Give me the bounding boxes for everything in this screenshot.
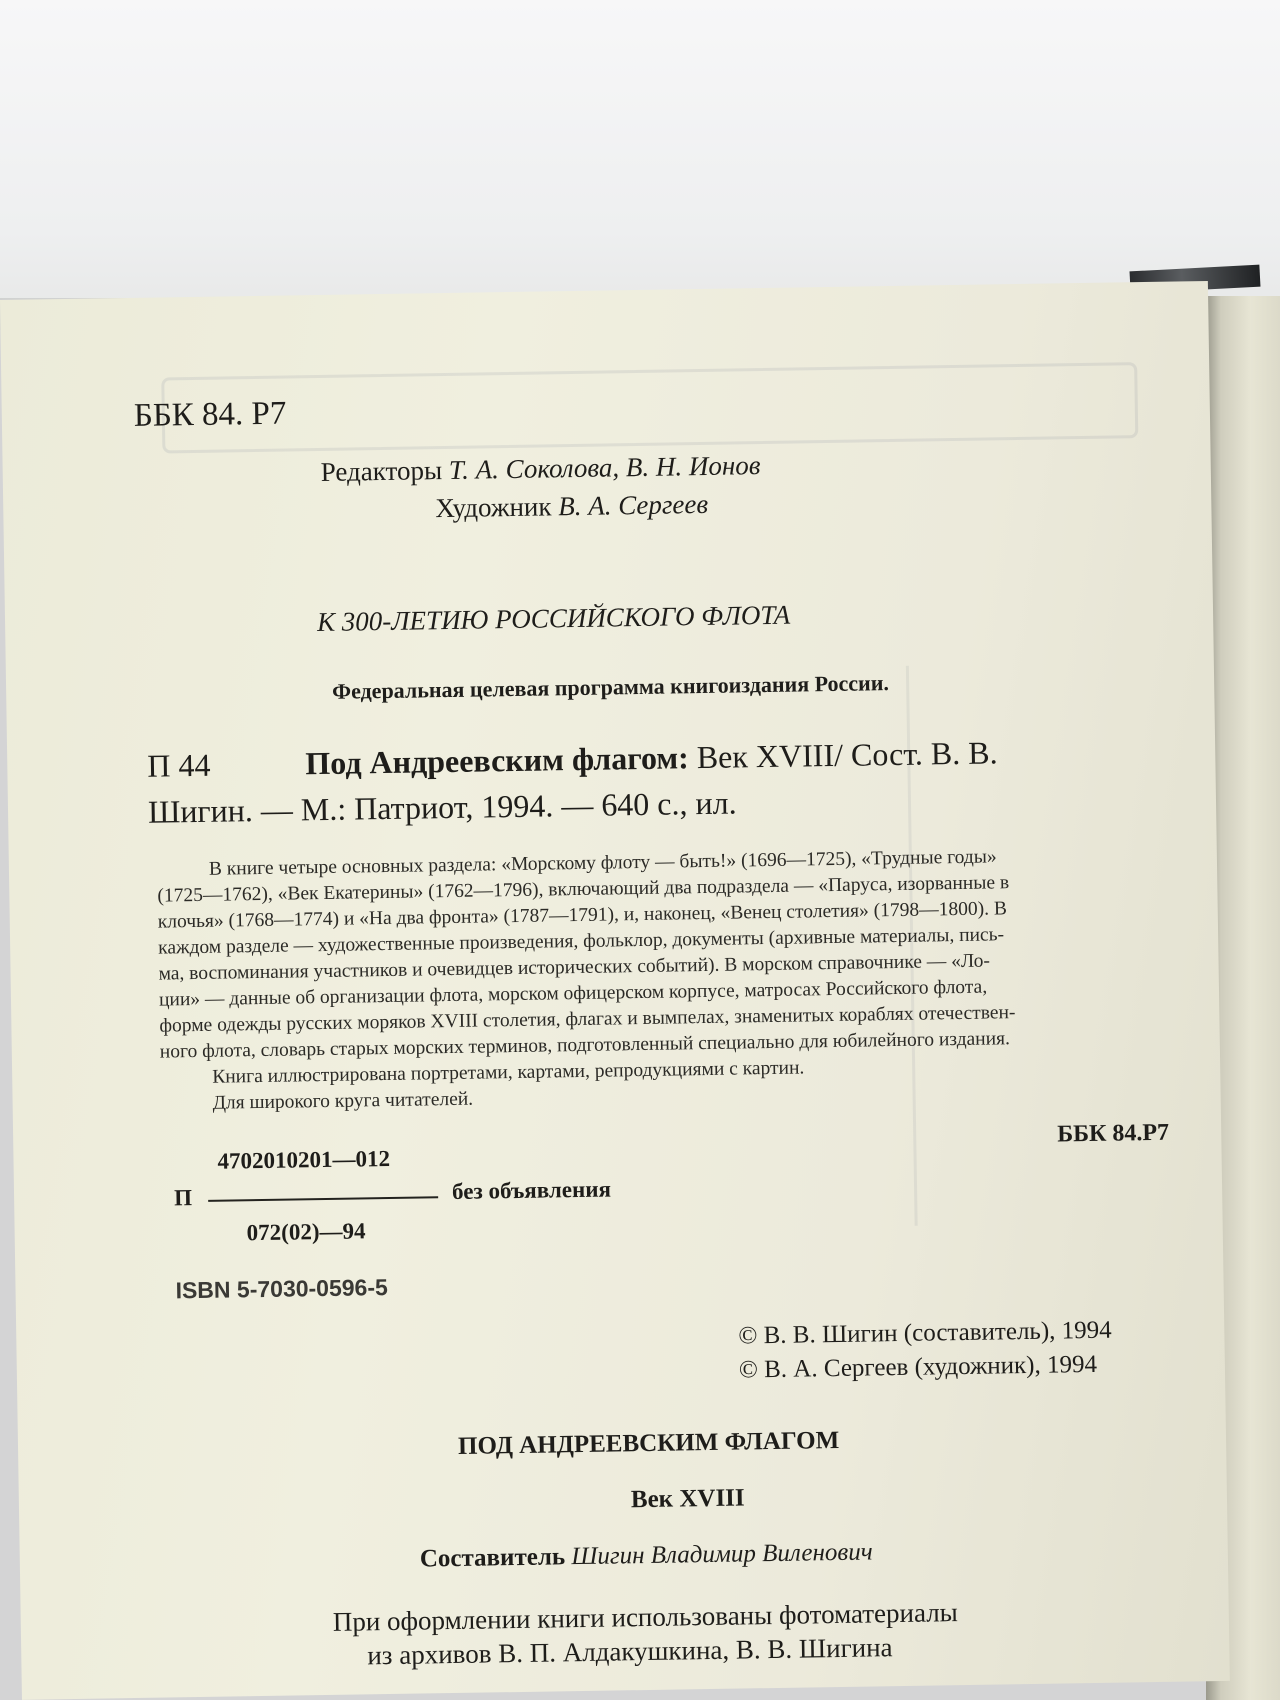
catalog-title: Под Андреевским флагом:	[305, 739, 690, 782]
index-letter: П	[173, 1185, 193, 1211]
copyright-line: © В. В. Шигин (составитель), 1994	[738, 1316, 1112, 1350]
photo-note-text: из архивов В. П. Алдакушкина, В. В. Шигина	[367, 1632, 893, 1671]
annotation-line: ного флота, словарь старых морских терминов, подготовленный специально для юбилейного издания.	[159, 1028, 1011, 1063]
index-numerator: 4702010201—012	[217, 1145, 391, 1174]
catalog-code: П 44	[147, 746, 211, 784]
editors-line	[321, 450, 761, 488]
artist-name: В. А. Сергеев	[557, 488, 709, 522]
annotation-block	[157, 844, 1017, 1117]
index-denominator: 072(02)—94	[246, 1218, 366, 1246]
photo-note-line: При оформлении книги использованы фотоматериалы	[332, 1597, 959, 1637]
anniversary-heading: К 300-ЛЕТИЮ РОССИЙСКОГО ФЛОТА	[316, 599, 791, 638]
book-page	[0, 281, 1230, 1700]
isbn: ISBN 5-7030-0596-5	[175, 1274, 388, 1304]
annotation-line: каждом разделе — художественные произведения, фольклор, документы (архивные материалы, пись-	[158, 924, 1005, 959]
annotation-line: (1725—1762), «Век Екатерины» (1762—1796), включающий два подраздела — «Паруса, изорванные в	[157, 872, 1010, 907]
index-fraction-bar	[208, 1196, 438, 1202]
table-background	[0, 0, 1280, 330]
annotation-line: ма, воспоминания участников и очевидцев исторических событий). В морском справочнике — «Ло-	[158, 950, 991, 985]
editors-label: Редакторы	[320, 455, 443, 487]
editors-names: Т. А. Соколова, В. Н. Ионов	[448, 450, 761, 485]
show-through-emblem	[161, 362, 1138, 453]
annotation-line: В книге четыре основных раздела: «Морскому флоту — быть!» (1696—1725), «Трудные годы»	[208, 846, 997, 880]
artist-line	[435, 489, 708, 524]
catalog-line-1	[147, 734, 998, 784]
annotation-line: клочья» (1768—1774) и «На два фронта» (1787—1791), и, наконец, «Венец столетия» (1798—1800). В	[157, 898, 1008, 933]
bbk-code-top: ББК 84. Р7	[133, 395, 287, 434]
photo-note-line	[367, 1632, 893, 1671]
catalog-rest: Век XVIII/ Сост. В. В.	[696, 734, 998, 776]
compiler-label: Составитель	[419, 1543, 566, 1573]
annotation-line: Для широкого круга читателей.	[212, 1088, 474, 1114]
annotation-line: Книга иллюстрирована портретами, картами, репродукциями с картин.	[212, 1057, 805, 1088]
compiler-line	[420, 1538, 873, 1573]
compiler-name: Шигин Владимир Виленович	[571, 1538, 873, 1571]
index-note: без объявления	[451, 1176, 612, 1205]
copyright-line: © В. А. Сергеев (художник), 1994	[738, 1350, 1098, 1384]
bbk-code-bottom: ББК 84.Р7	[1057, 1119, 1170, 1148]
artist-label: Художник	[435, 491, 552, 524]
book-subtitle: Век XVIII	[630, 1484, 745, 1514]
annotation-line: ции» — данные об организации флота, морском офицерском корпусе, матросах Российского флота,	[158, 976, 988, 1011]
book-title: ПОД АНДРЕЕВСКИМ ФЛАГОМ	[457, 1426, 840, 1460]
program-note: Федеральная целевая программа книгоиздания России.	[331, 670, 890, 704]
catalog-line-2: Шигин. — М.: Патриот, 1994. — 640 с., ил.	[147, 784, 737, 830]
annotation-line: форме одежды русских моряков XVIII столетия, флагах и вымпелах, знаменитых кораблях отечествен-	[159, 1002, 1016, 1037]
